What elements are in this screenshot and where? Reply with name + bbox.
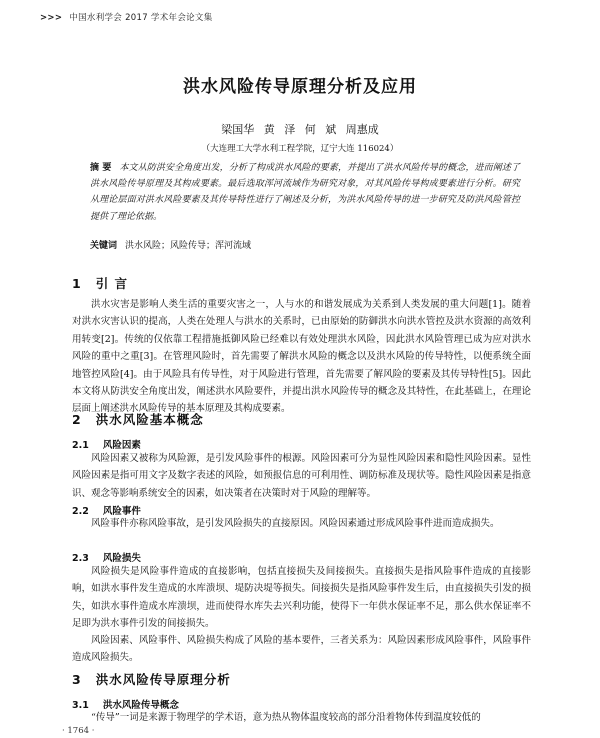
subsection-2-3-paragraph-2: 风险因素、风险事件、风险损失构成了风险的基本要件，三者关系为：风险因素形成风险事件，风险事件造成风险损失。 (72, 635, 531, 664)
subsection-2-1-heading (72, 437, 141, 451)
subsection-2-2-title: 风险事件 (102, 506, 141, 517)
abstract-label: 摘 要 (90, 163, 112, 173)
section-1-heading (72, 274, 128, 292)
paper-authors: 梁国华 黄 泽 何 斌 周惠成 (221, 123, 379, 136)
paper-title: 洪水风险传导原理分析及应用 (183, 77, 417, 97)
abstract (90, 160, 520, 225)
subsection-2-2-number: 2.2 (72, 506, 89, 517)
running-head-text: 中国水利学会 2017 学术年会论文集 (69, 13, 213, 23)
subsection-3-1-number: 3.1 (72, 700, 89, 711)
running-head (40, 11, 213, 23)
subsection-2-3-heading (72, 550, 141, 564)
subsection-2-2-paragraph: 风险事件亦称风险事故，是引发风险损失的直接原因。风险因素通过形成风险事件进而造成损失。 (91, 518, 500, 529)
section-2-title: 洪水风险基本概念 (95, 412, 204, 427)
keywords-label: 关键词 (90, 241, 118, 251)
running-head-arrows: >>> (40, 13, 63, 23)
subsection-2-1-number: 2.1 (72, 440, 89, 451)
section-3-title: 洪水风险传导原理分析 (95, 672, 231, 687)
section-2-heading (72, 410, 204, 428)
section-2-number: 2 (72, 412, 82, 427)
section-1-number: 1 (72, 276, 82, 291)
section-1-title: 引 言 (95, 276, 129, 291)
abstract-text: 本文从防洪安全角度出发，分析了构成洪水风险的要素，并提出了洪水风险传导的概念，进而阐述了洪水风险传导原理及其构成要素。最后选取浑河流域作为研究对象，对其风险传导构成要素进行分析。研究从理论层面对洪水风险要素及其传导特性进行了阐述及分析，为洪水风险传导的进一步研究及防洪风险管控提供了理论依据。 (90, 163, 520, 222)
section-1-paragraph: 洪水灾害是影响人类生活的重要灾害之一，人与水的和谐发展成为关系到人类发展的重大问题[1]。随着对洪水灾害认识的提高，人类在处理人与洪水的关系时，已由原始的防御洪水向洪水管控及洪水资源的高效利用转变[2]。传统的仅依靠工程措施抵御风险已经难以有效处理洪水风险，因此洪水风险管理已成为应对洪水风险的重中之重[3]。在管理风险时，首先需要了解洪水风险的概念以及洪水风险的传导特性，以便系统全面地管控风险[4]。由于风险具有传导性，对于风险进行管理，首先需要了解风险的要素及其传导特性[5]。因此本文将从防洪安全角度出发，阐述洪水风险要件，并提出洪水风险传导的概念及其特性，在此基础上，在理论层面上阐述洪水风险传导的基本原理及其构成要素。 (72, 299, 531, 415)
subsection-3-1-paragraph: “传导”一词是来源于物理学的学术语，意为热从物体温度较高的部分沿着物体传到温度较低的 (91, 712, 481, 723)
keywords-text: 洪水风险；风险传导；浑河流域 (125, 241, 252, 251)
subsection-2-3-paragraph-1: 风险损失是风险事件造成的直接影响，包括直接损失及间接损失。直接损失是指风险事件造成的直接影响，如洪水事件发生造成的水库溃坝、堤防决堤等损失。间接损失是指风险事件发生后，由直接损失引发的损失，如洪水事件造成水库溃坝，进而使得水库失去兴利功能，使得下一年供水保证率不足，那么供水保证率不足即为洪水事件引发的间接损失。 (72, 566, 531, 630)
subsection-2-1-paragraph: 风险因素又被称为风险源，是引发风险事件的根源。风险因素可分为显性风险因素和隐性风险因素。显性风险因素是指可用文字及数字表述的风险，如预报信息的可利用性、调防标准及现状等。隐性风险因素是指意识、观念等影响系统安全的因素，如决策者在决策时对于风险的理解等。 (72, 453, 531, 499)
paper-affiliation: （大连理工大学水利工程学院，辽宁大连 116024） (201, 144, 399, 154)
subsection-2-3-number: 2.3 (72, 553, 89, 564)
keywords (90, 239, 520, 253)
section-3-number: 3 (72, 672, 82, 687)
subsection-2-3-title: 风险损失 (102, 553, 141, 564)
subsection-2-1-title: 风险因素 (102, 440, 141, 451)
page-number: · 1764 · (62, 726, 95, 736)
subsection-3-1-title: 洪水风险传导概念 (102, 700, 179, 711)
section-3-heading (72, 670, 231, 688)
